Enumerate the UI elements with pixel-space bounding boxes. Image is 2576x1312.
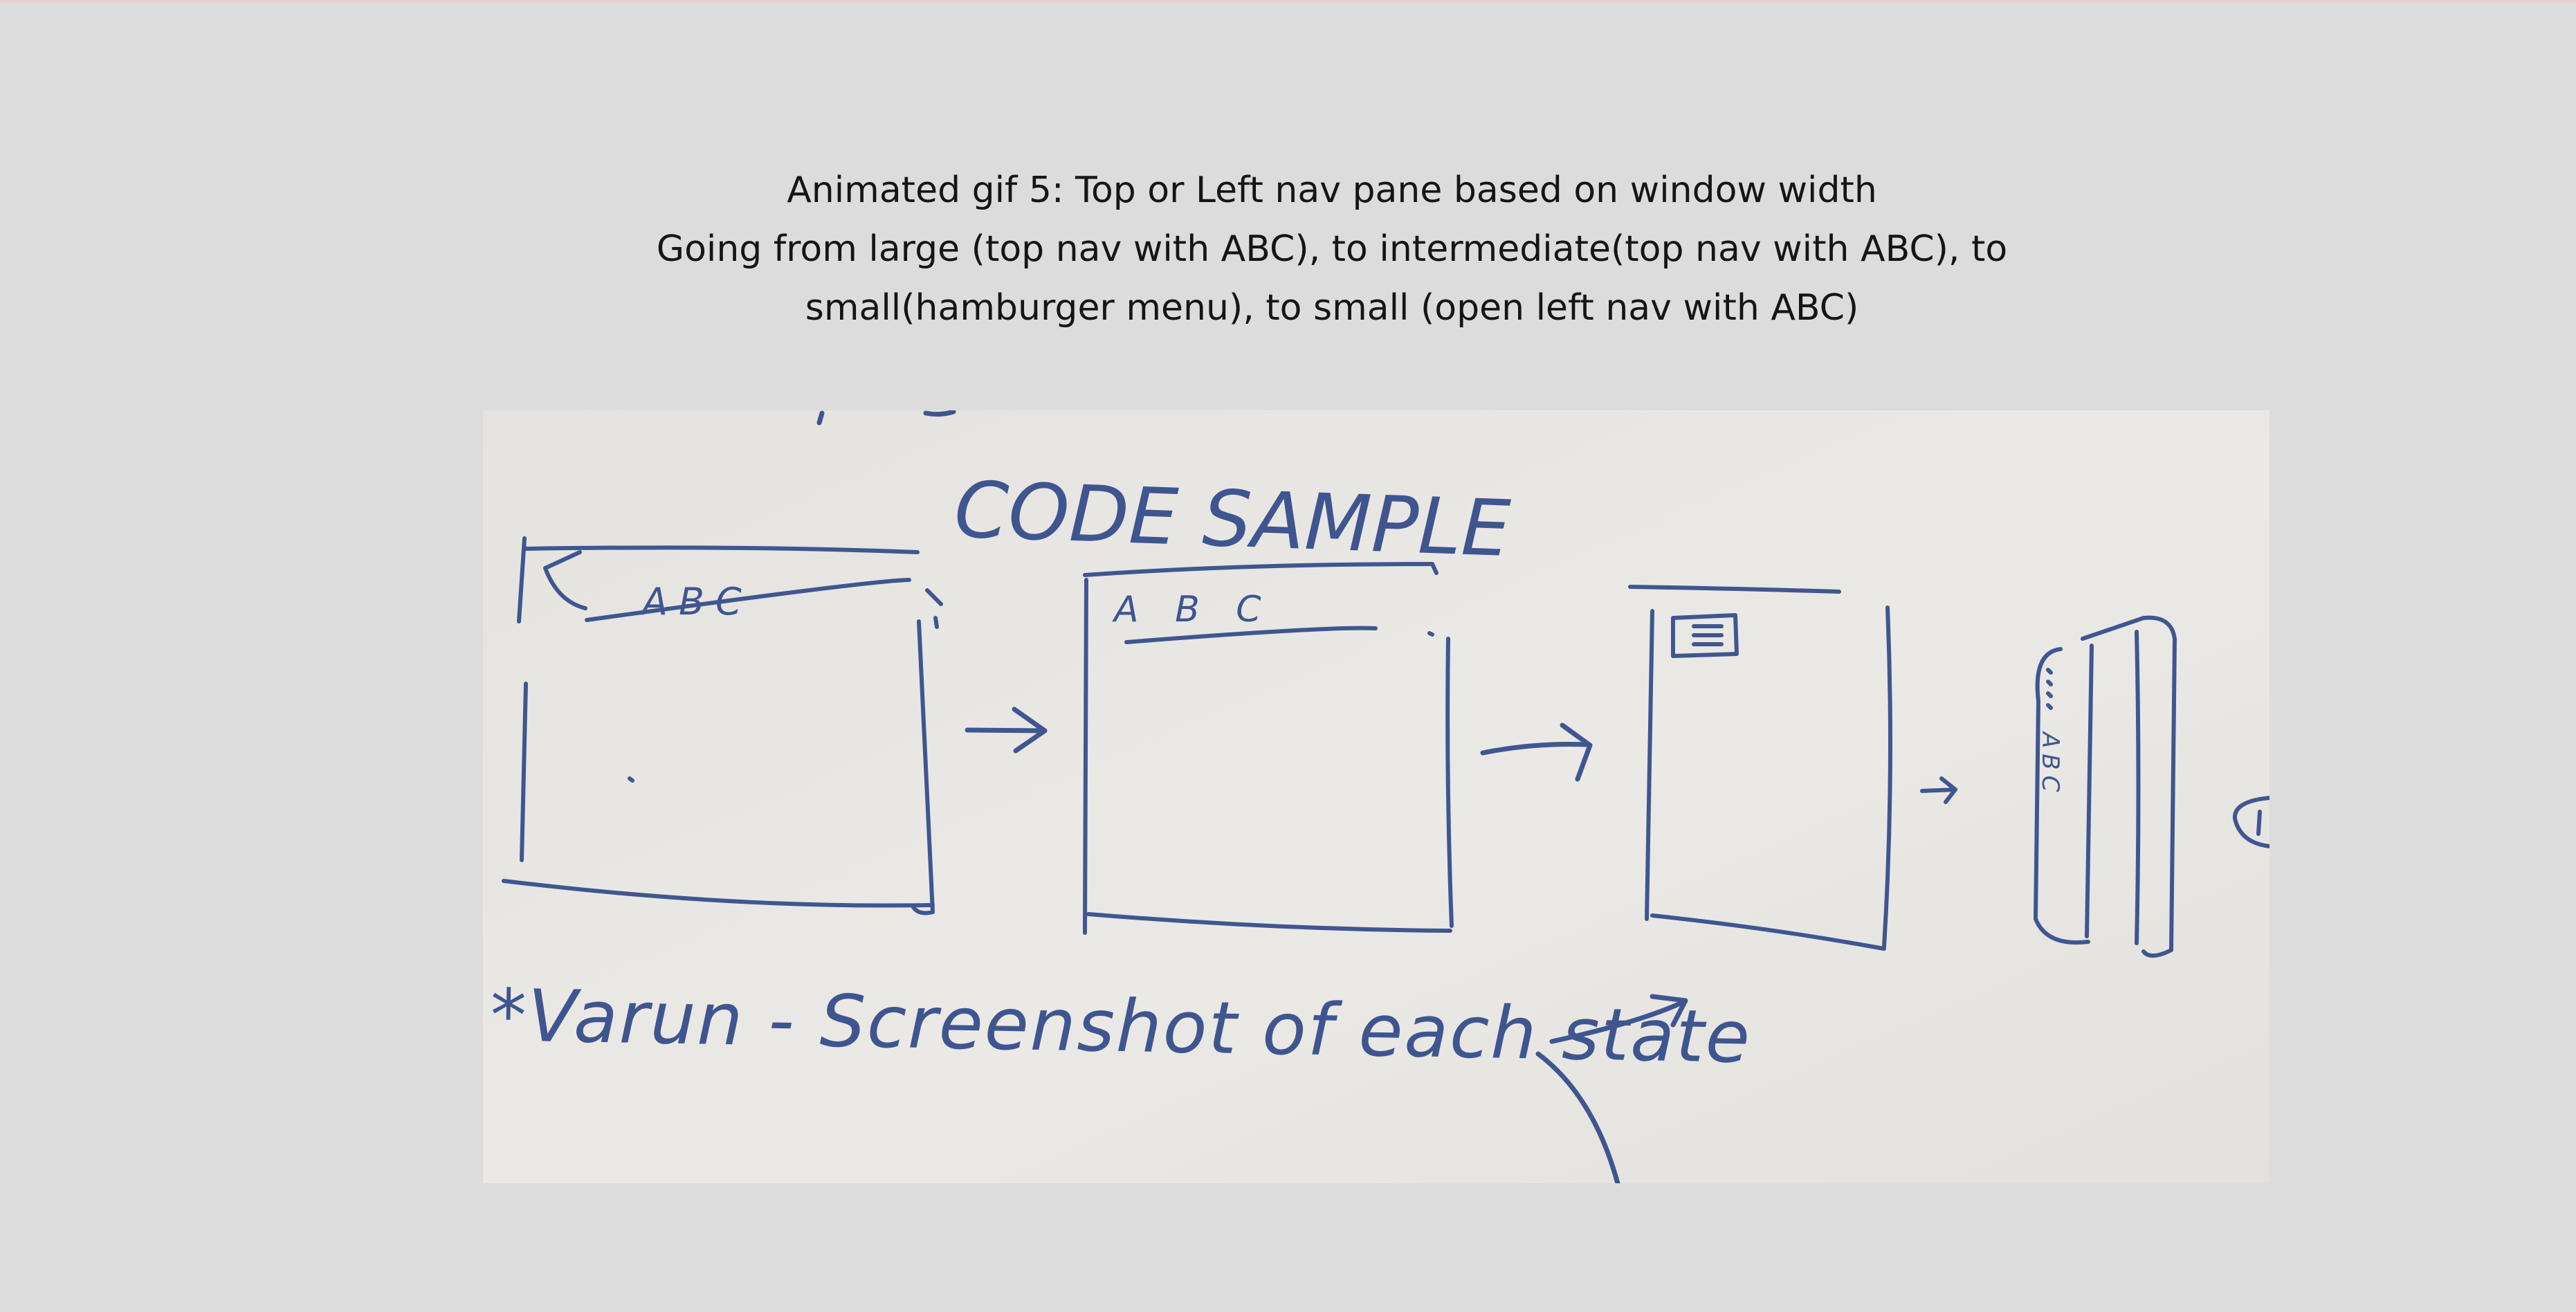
whiteboard-sketch-photo (483, 410, 2269, 1183)
sketch-note: *Varun - Screenshot of each state (489, 973, 1752, 1079)
frame-1-nav-label: ABC (642, 580, 753, 623)
sketch-heading: CODE SAMPLE (953, 465, 1513, 575)
caption-line-3: small(hamburger menu), to small (open left nav with ABC) (805, 287, 1859, 329)
frame-2-nav-label: A B C (1114, 589, 1274, 630)
caption-line-1: Animated gif 5: Top or Left nav pane based on window width (787, 170, 1877, 211)
caption (0, 161, 2576, 338)
caption-line-2: Going from large (top nav with ABC), to intermediate(top nav with ABC), to (656, 228, 2008, 270)
frame-4-nav-label: ABC (2036, 732, 2064, 798)
top-edge (0, 0, 2576, 2)
